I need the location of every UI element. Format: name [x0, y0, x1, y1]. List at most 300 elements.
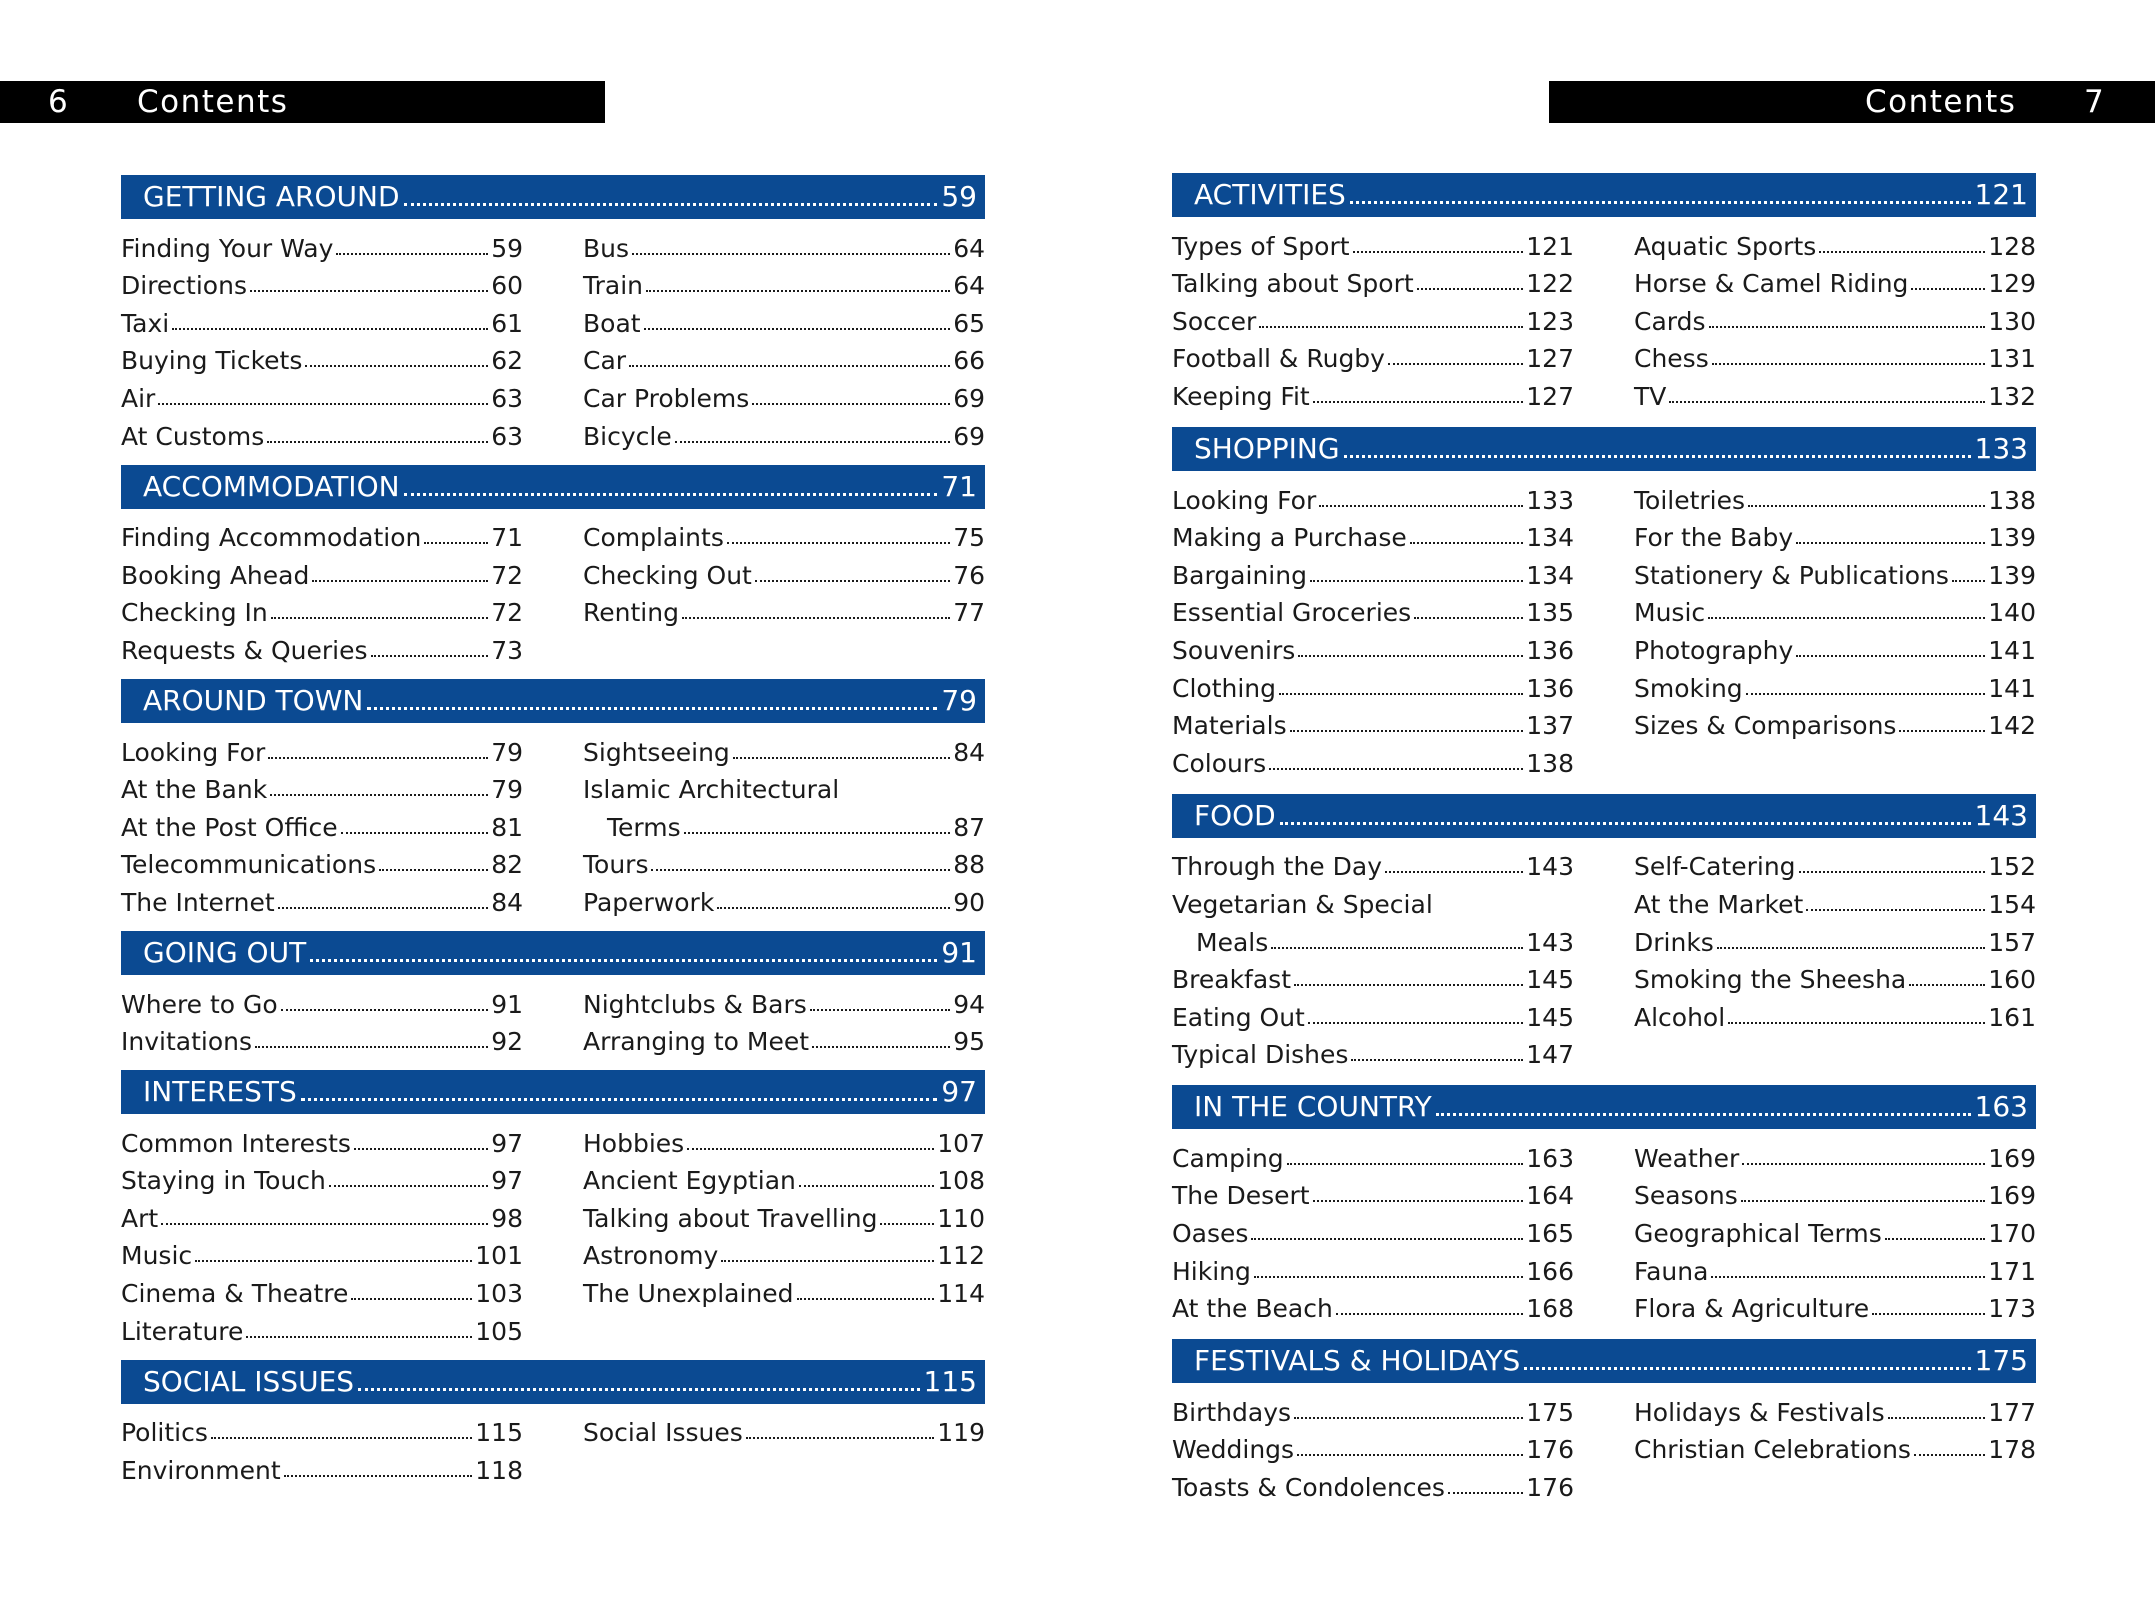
toc-entry-the-desert[interactable]: [1172, 1173, 1574, 1211]
entry-title: Taxi: [121, 308, 170, 338]
toc-entry-bus[interactable]: [583, 225, 985, 263]
dot-leader: [1319, 505, 1523, 507]
toc-entry-common-interests[interactable]: [121, 1120, 523, 1158]
section-title: INTERESTS: [143, 1075, 297, 1109]
entry-page-number: 157: [1988, 927, 2036, 957]
dot-leader: [341, 832, 489, 834]
entry-title: Checking In: [121, 598, 268, 628]
toc-entry-directions[interactable]: [121, 263, 523, 301]
toc-entry-birthdays[interactable]: [1172, 1389, 1574, 1427]
entry-title: Politics: [121, 1418, 208, 1448]
toc-entry-clothing[interactable]: [1172, 665, 1574, 703]
entry-page-number: 123: [1526, 306, 1574, 336]
section-title: SHOPPING: [1194, 431, 1340, 465]
dot-leader: [1669, 401, 1985, 403]
toc-entry-car-problems[interactable]: [583, 375, 985, 413]
entry-page-number: 166: [1526, 1256, 1574, 1286]
entry-title: Vegetarian & Special: [1172, 889, 1433, 919]
section-page-number: 71: [941, 469, 977, 503]
entry-title: Breakfast: [1172, 965, 1292, 995]
entry-title: Typical Dishes: [1172, 1040, 1349, 1070]
toc-entry-train[interactable]: [583, 263, 985, 301]
section-food: [1172, 794, 2036, 1070]
entry-title: Chess: [1634, 344, 1709, 374]
entry-page-number: 132: [1988, 381, 2036, 411]
section-title: GETTING AROUND: [143, 180, 400, 213]
dot-leader: [1888, 1417, 1986, 1419]
dot-leader: [268, 757, 488, 759]
entry-column: [1634, 477, 2036, 778]
entry-title: Eating Out: [1172, 1002, 1305, 1032]
dot-leader: [1872, 1313, 1985, 1315]
entry-title: Looking For: [121, 737, 266, 767]
dot-leader: [797, 1298, 935, 1300]
section-spacer: [1172, 1069, 2036, 1085]
dot-leader: [684, 832, 951, 834]
dot-leader: [404, 493, 938, 496]
entry-title: Clothing: [1172, 673, 1277, 703]
toc-entry-toasts-and-condolences[interactable]: [1172, 1464, 1574, 1502]
entry-title: For the Baby: [1634, 523, 1794, 553]
section-page-number: 97: [941, 1075, 977, 1109]
entry-title: Train: [583, 271, 643, 301]
entry-column: [583, 1120, 985, 1346]
dot-leader: [632, 253, 950, 255]
toc-entry-politics[interactable]: [121, 1410, 523, 1448]
toc-entry-seasons[interactable]: [1634, 1173, 2036, 1211]
toc-entry-soccer[interactable]: [1172, 298, 1574, 336]
dot-leader: [1350, 201, 1971, 204]
toc-entry-holidays-and-festivals[interactable]: [1634, 1389, 2036, 1427]
toc-entry-buying-tickets[interactable]: [121, 338, 523, 376]
entry-page-number: 169: [1988, 1143, 2036, 1173]
dot-leader: [1251, 1238, 1523, 1240]
dot-leader: [310, 959, 937, 962]
entry-page-number: 138: [1988, 485, 2036, 515]
section-header[interactable]: [1172, 173, 2036, 217]
entry-title: Common Interests: [121, 1128, 351, 1158]
entry-page-number: 97: [491, 1166, 523, 1196]
section-header[interactable]: [121, 931, 985, 975]
toc-entry-telecommunications[interactable]: [121, 842, 523, 880]
section-header[interactable]: [121, 465, 985, 509]
entry-title: Terms: [607, 812, 681, 842]
dot-leader: [246, 1336, 472, 1338]
entry-page-number: 169: [1988, 1181, 2036, 1211]
dot-leader: [158, 403, 488, 405]
toc-entry-the-unexplained[interactable]: [583, 1270, 985, 1308]
entry-page-number: 178: [1988, 1435, 2036, 1465]
toc-entry-drinks[interactable]: [1634, 919, 2036, 957]
toc-entry-booking-ahead[interactable]: [121, 552, 523, 590]
toc-entry-at-the-bank[interactable]: [121, 767, 523, 805]
dot-leader: [1310, 580, 1523, 582]
toc-entry-self-catering[interactable]: [1634, 844, 2036, 882]
entry-page-number: 119: [937, 1418, 985, 1448]
dot-leader: [358, 1388, 920, 1391]
toc-entry-souvenirs[interactable]: [1172, 627, 1574, 665]
dot-leader: [312, 580, 488, 582]
toc-entry-checking-in[interactable]: [121, 590, 523, 628]
dot-leader: [1914, 1454, 1985, 1456]
dot-leader: [281, 1009, 488, 1011]
entry-page-number: 63: [491, 421, 523, 451]
toc-entry-ancient-egyptian[interactable]: [583, 1158, 985, 1196]
dot-leader: [727, 542, 950, 544]
section-header[interactable]: [1172, 1085, 2036, 1129]
dot-leader: [211, 1437, 472, 1439]
entry-column: [1172, 223, 1574, 411]
entry-column: [583, 1410, 985, 1485]
entry-column: [1634, 1135, 2036, 1323]
section-activities: [1172, 173, 2036, 411]
section-page-number: 79: [941, 683, 977, 717]
entry-title: Cinema & Theatre: [121, 1279, 349, 1309]
toc-entry-taxi[interactable]: [121, 300, 523, 338]
toc-entry-flora-and-agriculture[interactable]: [1634, 1286, 2036, 1324]
dot-leader: [1297, 1454, 1523, 1456]
toc-entry-meals[interactable]: [1172, 919, 1574, 957]
dot-leader: [646, 290, 950, 292]
entry-page-number: 61: [491, 308, 523, 338]
entry-page-number: 79: [491, 775, 523, 805]
toc-entry-tv[interactable]: [1634, 373, 2036, 411]
toc-entry-smoking-the-sheesha[interactable]: [1634, 957, 2036, 995]
dot-leader: [367, 707, 937, 710]
entry-title: Toiletries: [1634, 485, 1746, 515]
entry-title: Aquatic Sports: [1634, 231, 1817, 261]
entry-page-number: 77: [953, 598, 985, 628]
toc-entry-literature[interactable]: [121, 1308, 523, 1346]
entry-page-number: 72: [491, 560, 523, 590]
toc-entry-invitations[interactable]: [121, 1019, 523, 1057]
toc-entry-camping[interactable]: [1172, 1135, 1574, 1173]
entry-title: Self-Catering: [1634, 852, 1796, 882]
section-header[interactable]: [121, 1070, 985, 1114]
dot-leader: [755, 580, 950, 582]
running-title: Contents: [1865, 84, 2017, 120]
section-header[interactable]: [1172, 794, 2036, 838]
toc-entry-looking-for[interactable]: [121, 729, 523, 767]
dot-leader: [1313, 1200, 1524, 1202]
entry-page-number: 110: [937, 1203, 985, 1233]
toc-entry-toiletries[interactable]: [1634, 477, 2036, 515]
entry-title: Bus: [583, 233, 630, 263]
entry-column: [1172, 844, 1574, 1070]
toc-entry-sightseeing[interactable]: [583, 729, 985, 767]
toc-entry-colours[interactable]: [1172, 740, 1574, 778]
dot-leader: [1351, 1059, 1523, 1061]
dot-leader: [351, 1298, 472, 1300]
toc-entry-weddings[interactable]: [1172, 1427, 1574, 1465]
dot-leader: [267, 441, 488, 443]
toc-entry-the-internet[interactable]: [121, 879, 523, 917]
entry-title: Camping: [1172, 1143, 1284, 1173]
entry-title: Finding Accommodation: [121, 523, 422, 553]
entry-title: Music: [121, 1241, 193, 1271]
section-page-number: 163: [1974, 1090, 2028, 1124]
toc-entry-horse-and-camel-riding[interactable]: [1634, 261, 2036, 299]
dot-leader: [721, 1260, 934, 1262]
dot-leader: [1709, 326, 1986, 328]
entry-title: Keeping Fit: [1172, 381, 1310, 411]
toc-entry-checking-out[interactable]: [583, 552, 985, 590]
dot-leader: [1294, 984, 1523, 986]
entry-title: Soccer: [1172, 306, 1257, 336]
entry-column: [121, 729, 523, 917]
entry-column: [583, 729, 985, 917]
toc-entry-oases[interactable]: [1172, 1210, 1574, 1248]
entry-page-number: 112: [937, 1241, 985, 1271]
entry-page-number: 115: [475, 1418, 523, 1448]
toc-entry-arranging-to-meet[interactable]: [583, 1019, 985, 1057]
entry-page-number: 98: [491, 1203, 523, 1233]
entry-title: Smoking: [1634, 673, 1743, 703]
contents-right-page: [1172, 173, 2036, 1502]
entry-page-number: 145: [1526, 965, 1574, 995]
entry-page-number: 108: [937, 1166, 985, 1196]
entry-title: Environment: [121, 1455, 281, 1485]
entry-column: [1172, 1135, 1574, 1323]
dot-leader: [1708, 617, 1985, 619]
toc-entry-cards[interactable]: [1634, 298, 2036, 336]
toc-entry-eating-out[interactable]: [1172, 994, 1574, 1032]
section-page-number: 175: [1974, 1344, 2028, 1378]
toc-entry-types-of-sport[interactable]: [1172, 223, 1574, 261]
toc-entry-essential-groceries[interactable]: [1172, 590, 1574, 628]
entry-title: The Internet: [121, 887, 275, 917]
section-in-the-country: [1172, 1085, 2036, 1323]
toc-entry-paperwork[interactable]: [583, 879, 985, 917]
toc-entry-stationery-and-publications[interactable]: [1634, 552, 2036, 590]
entry-title: Checking Out: [583, 560, 752, 590]
dot-leader: [1336, 1313, 1523, 1315]
dot-leader: [305, 365, 488, 367]
dot-leader: [1414, 617, 1523, 619]
toc-entry-staying-in-touch[interactable]: [121, 1158, 523, 1196]
toc-entry-through-the-day[interactable]: [1172, 844, 1574, 882]
toc-entry-art[interactable]: [121, 1195, 523, 1233]
toc-entry-nightclubs-and-bars[interactable]: [583, 981, 985, 1019]
entry-column: [1634, 223, 2036, 411]
section-spacer: [121, 1346, 985, 1360]
entry-page-number: 139: [1988, 523, 2036, 553]
toc-entry-smoking[interactable]: [1634, 665, 2036, 703]
entry-title: Through the Day: [1172, 852, 1382, 882]
entry-title: Materials: [1172, 711, 1287, 741]
toc-entry-fauna[interactable]: [1634, 1248, 2036, 1286]
section-page-number: 133: [1974, 431, 2028, 465]
entry-title: Directions: [121, 271, 247, 301]
dot-leader: [1308, 1022, 1523, 1024]
entry-title: Looking For: [1172, 485, 1317, 515]
toc-entry-complaints[interactable]: [583, 515, 985, 553]
toc-entry-boat[interactable]: [583, 300, 985, 338]
entry-title: Geographical Terms: [1634, 1219, 1882, 1249]
entry-title: Stationery & Publications: [1634, 560, 1949, 590]
toc-entry-finding-accommodation[interactable]: [121, 515, 523, 553]
dot-leader: [1524, 1367, 1970, 1370]
section-header[interactable]: [1172, 1339, 2036, 1383]
entry-page-number: 75: [953, 523, 985, 553]
entry-page-number: 81: [491, 812, 523, 842]
toc-entry-requests-and-queries[interactable]: [121, 627, 523, 665]
page-number: 6: [48, 84, 70, 120]
dot-leader: [746, 1437, 935, 1439]
section-entries: [121, 723, 985, 917]
entry-title: Christian Celebrations: [1634, 1435, 1911, 1465]
toc-entry-christian-celebrations[interactable]: [1634, 1427, 2036, 1465]
toc-entry-breakfast[interactable]: [1172, 957, 1574, 995]
entry-page-number: 129: [1988, 269, 2036, 299]
entry-column: [1634, 1389, 2036, 1502]
section-title: AROUND TOWN: [143, 683, 364, 717]
dot-leader: [1388, 363, 1523, 365]
entry-column: [121, 1120, 523, 1346]
entry-page-number: 171: [1988, 1256, 2036, 1286]
dot-leader: [682, 617, 950, 619]
toc-entry-air[interactable]: [121, 375, 523, 413]
toc-entry-finding-your-way[interactable]: [121, 225, 523, 263]
toc-entry-islamic-architectural[interactable]: [583, 767, 985, 805]
toc-entry-hobbies[interactable]: [583, 1120, 985, 1158]
section-header[interactable]: [121, 175, 985, 219]
toc-entry-making-a-purchase[interactable]: [1172, 515, 1574, 553]
entry-page-number: 118: [475, 1455, 523, 1485]
entry-page-number: 160: [1988, 965, 2036, 995]
toc-entry-aquatic-sports[interactable]: [1634, 223, 2036, 261]
toc-entry-environment[interactable]: [121, 1447, 523, 1485]
section-header[interactable]: [1172, 427, 2036, 471]
toc-entry-chess[interactable]: [1634, 336, 2036, 374]
entry-title: At the Bank: [121, 775, 268, 805]
running-title: Contents: [137, 84, 289, 120]
entry-page-number: 140: [1988, 598, 2036, 628]
section-interests: [121, 1070, 985, 1346]
entry-title: Islamic Architectural: [583, 775, 840, 805]
dot-leader: [371, 655, 489, 657]
dot-leader: [354, 1148, 488, 1150]
section-header[interactable]: [121, 679, 985, 723]
entry-title: Art: [121, 1203, 159, 1233]
dot-leader: [1280, 822, 1971, 825]
toc-entry-car[interactable]: [583, 338, 985, 376]
entry-page-number: 114: [937, 1279, 985, 1309]
toc-entry-terms[interactable]: [583, 804, 985, 842]
entry-page-number: 87: [953, 812, 985, 842]
dot-leader: [271, 617, 488, 619]
section-around-town: [121, 679, 985, 917]
dot-leader: [1410, 542, 1524, 544]
entry-column: [583, 515, 985, 665]
toc-entry-football-and-rugby[interactable]: [1172, 336, 1574, 374]
toc-entry-social-issues[interactable]: [583, 1410, 985, 1448]
dot-leader: [1385, 871, 1523, 873]
entry-page-number: 152: [1988, 852, 2036, 882]
toc-entry-bargaining[interactable]: [1172, 552, 1574, 590]
dot-leader: [1269, 768, 1523, 770]
toc-entry-sizes-and-comparisons[interactable]: [1634, 703, 2036, 741]
section-spacer: [121, 917, 985, 931]
entry-page-number: 135: [1526, 598, 1574, 628]
toc-entry-at-the-beach[interactable]: [1172, 1286, 1574, 1324]
entry-title: Astronomy: [583, 1241, 719, 1271]
entry-page-number: 69: [953, 421, 985, 451]
entry-page-number: 94: [953, 989, 985, 1019]
toc-entry-at-customs[interactable]: [121, 413, 523, 451]
toc-entry-keeping-fit[interactable]: [1172, 373, 1574, 411]
dot-leader: [336, 253, 488, 255]
entry-page-number: 139: [1988, 560, 2036, 590]
dot-leader: [1294, 1417, 1523, 1419]
section-title: FOOD: [1194, 798, 1276, 832]
toc-entry-bicycle[interactable]: [583, 413, 985, 451]
toc-entry-at-the-post-office[interactable]: [121, 804, 523, 842]
entry-title: Staying in Touch: [121, 1166, 326, 1196]
toc-entry-materials[interactable]: [1172, 703, 1574, 741]
dot-leader: [329, 1185, 488, 1187]
toc-entry-tours[interactable]: [583, 842, 985, 880]
entry-title: Making a Purchase: [1172, 523, 1407, 553]
entry-title: At the Post Office: [121, 812, 338, 842]
toc-entry-talking-about-sport[interactable]: [1172, 261, 1574, 299]
entry-page-number: 122: [1526, 269, 1574, 299]
section-title: ACTIVITIES: [1194, 178, 1346, 211]
toc-entry-alcohol[interactable]: [1634, 994, 2036, 1032]
entry-page-number: 72: [491, 598, 523, 628]
toc-entry-for-the-baby[interactable]: [1634, 515, 2036, 553]
toc-entry-astronomy[interactable]: [583, 1233, 985, 1271]
dot-leader: [404, 203, 938, 206]
toc-entry-at-the-market[interactable]: [1634, 881, 2036, 919]
toc-entry-cinema-and-theatre[interactable]: [121, 1270, 523, 1308]
toc-entry-photography[interactable]: [1634, 627, 2036, 665]
entry-page-number: 82: [491, 850, 523, 880]
section-entries: [1172, 838, 2036, 1070]
toc-entry-looking-for[interactable]: [1172, 477, 1574, 515]
toc-entry-geographical-terms[interactable]: [1634, 1210, 2036, 1248]
entry-column: [121, 1410, 523, 1485]
toc-entry-hiking[interactable]: [1172, 1248, 1574, 1286]
entry-page-number: 128: [1988, 231, 2036, 261]
entry-title: At Customs: [121, 421, 265, 451]
entry-page-number: 92: [491, 1027, 523, 1057]
section-festivals-and-holidays: [1172, 1339, 2036, 1502]
entry-page-number: 137: [1526, 711, 1574, 741]
entry-title: Telecommunications: [121, 850, 377, 880]
toc-entry-where-to-go[interactable]: [121, 981, 523, 1019]
toc-entry-vegetarian-and-special[interactable]: [1172, 881, 1574, 919]
entry-title: Smoking the Sheesha: [1634, 965, 1907, 995]
entry-title: Cards: [1634, 306, 1706, 336]
dot-leader: [1353, 251, 1524, 253]
entry-page-number: 103: [475, 1279, 523, 1309]
dot-leader: [161, 1223, 488, 1225]
dot-leader: [733, 757, 950, 759]
toc-entry-talking-about-travelling[interactable]: [583, 1195, 985, 1233]
toc-entry-weather[interactable]: [1634, 1135, 2036, 1173]
dot-leader: [1712, 363, 1986, 365]
entry-page-number: 127: [1526, 381, 1574, 411]
toc-entry-typical-dishes[interactable]: [1172, 1032, 1574, 1070]
section-entries: [121, 975, 985, 1056]
toc-entry-music[interactable]: [1634, 590, 2036, 628]
toc-entry-music[interactable]: [121, 1233, 523, 1271]
entry-title: Essential Groceries: [1172, 598, 1412, 628]
section-header[interactable]: [121, 1360, 985, 1404]
entry-title: Weddings: [1172, 1435, 1295, 1465]
toc-entry-renting[interactable]: [583, 590, 985, 628]
